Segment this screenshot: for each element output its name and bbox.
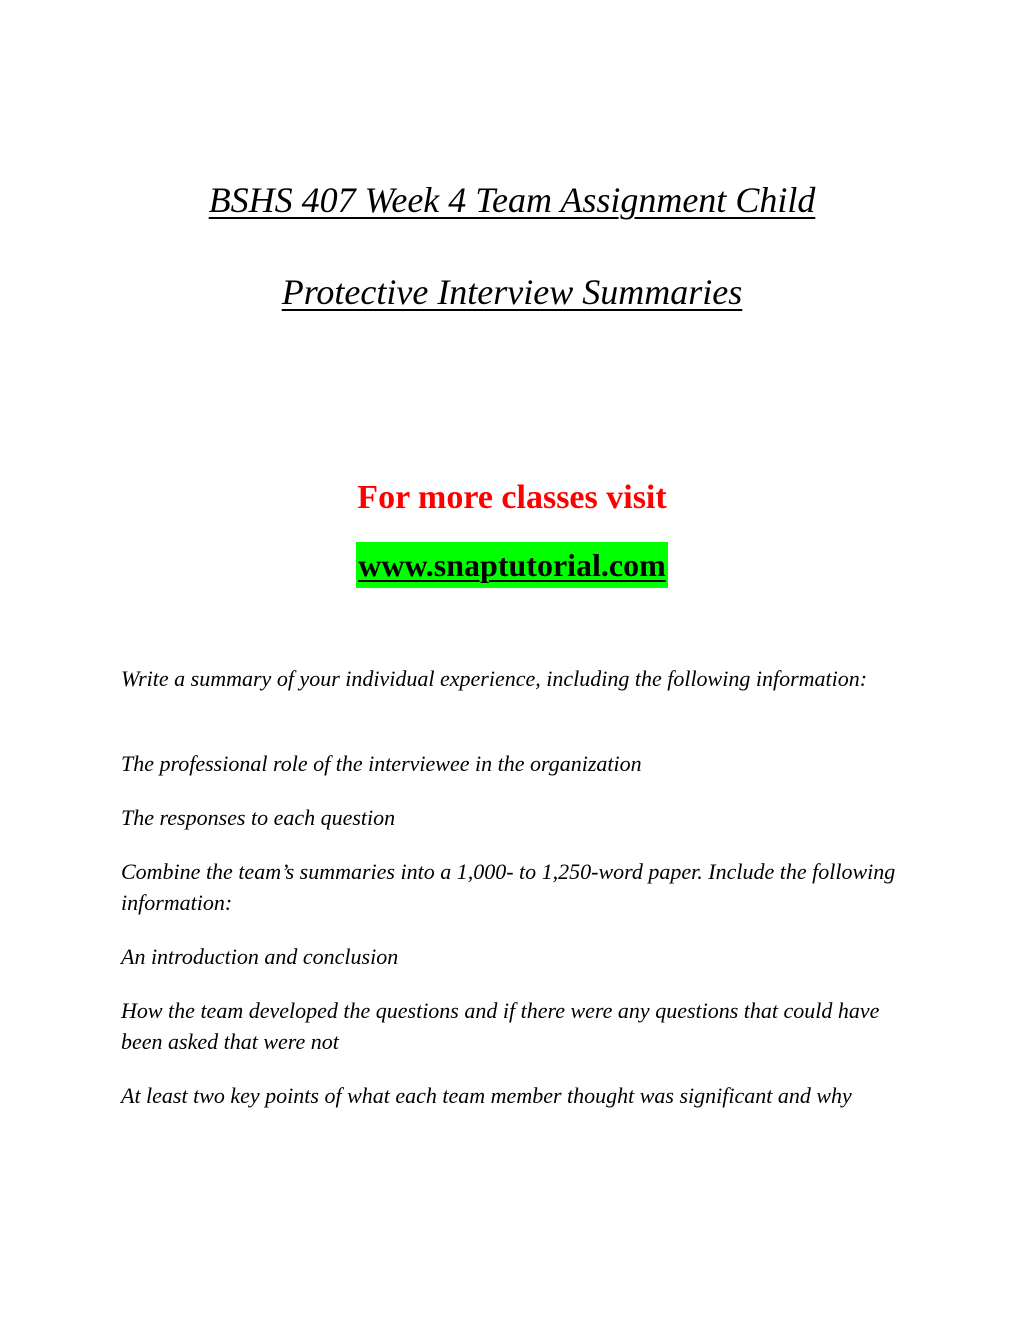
instruction-paragraph: Combine the team’s summaries into a 1,000- to 1,250-word paper. Include the following information: (121, 859, 896, 915)
document-title-line-2 (0, 270, 1024, 314)
instruction-paragraph: The responses to each question (121, 805, 396, 830)
promo-heading: For more classes visit (357, 479, 667, 516)
instruction-paragraph: Write a summary of your individual experience, including the following information: (121, 666, 868, 691)
document-title-text-1: BSHS 407 Week 4 Team Assignment Child (208, 180, 816, 220)
document-title-line-1 (0, 178, 1024, 222)
instruction-paragraph: The professional role of the interviewee in the organization (121, 751, 642, 776)
document-title-text-2: Protective Interview Summaries (281, 272, 743, 312)
instruction-paragraph: At least two key points of what each team member thought was significant and why (121, 1083, 852, 1108)
website-link[interactable]: www.snaptutorial.com (356, 542, 668, 588)
promo-link-container (0, 542, 1024, 588)
instruction-paragraph: How the team developed the questions and if there were any questions that could have been asked that were not (121, 998, 880, 1054)
instruction-paragraph: An introduction and conclusion (121, 944, 399, 969)
